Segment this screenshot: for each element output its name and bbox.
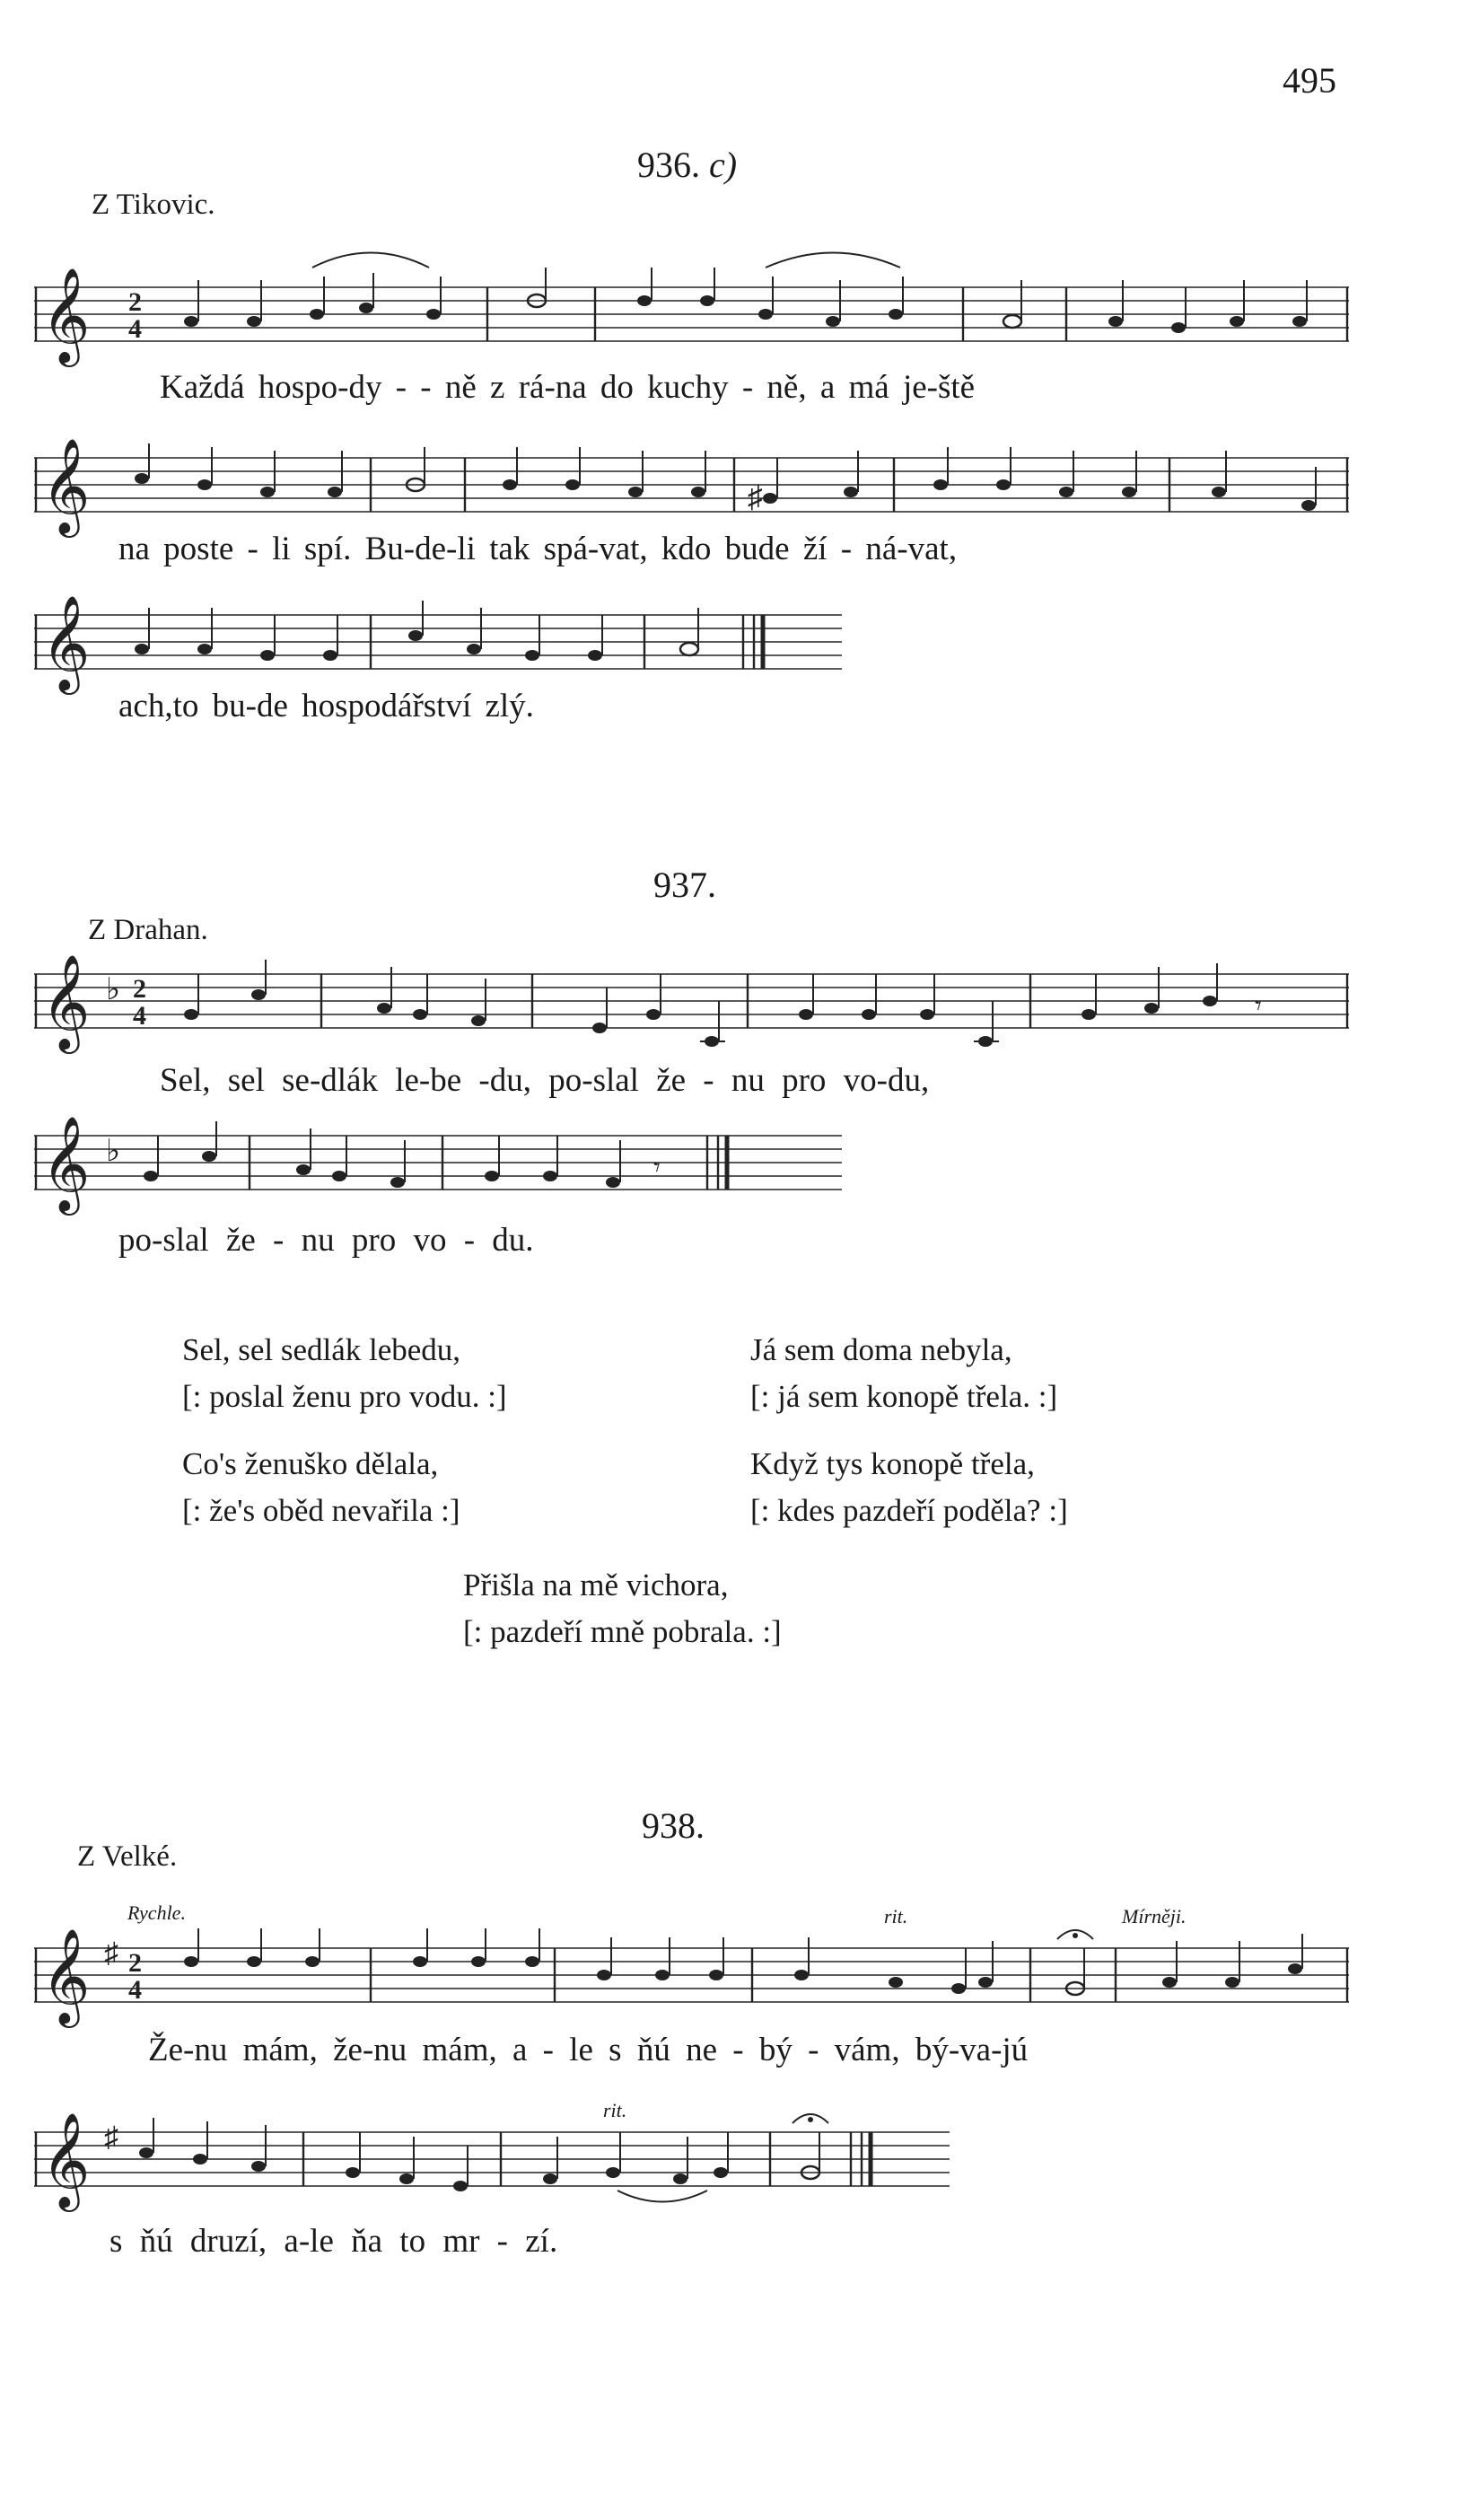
treble-clef-icon: 𝄞 [41,2112,91,2208]
verse-stanza [182,1327,507,1420]
tempo-mark: rit. [884,1905,908,1927]
song-number [637,144,737,186]
music-staff [34,431,1349,533]
verse-line: [: kdes pazdeří poděla? :] [750,1493,1068,1528]
lyrics-line: na poste - li spí. Bu-de-li tak spá-vat, kdo bude ží - ná-vat, [118,531,958,567]
lyrics-line: po-slal že - nu pro vo - du. [118,1222,534,1259]
lyrics-line: Sel, sel se-dlák le-be -du, po-slal že - nu pro vo-du, [160,1062,930,1099]
treble-clef-icon: 𝄞 [41,1927,91,2024]
treble-clef-icon: 𝄞 [41,267,91,363]
time-signature-bottom: 4 [133,1001,146,1031]
verse-line: [: že's oběd nevařila :] [182,1493,460,1528]
lyrics-line: ach,to bu-de hospodářství zlý. [118,688,534,724]
time-signature-top: 2 [128,287,142,317]
music-staff [34,947,1349,1064]
music-staff [34,1109,842,1211]
verse-line: Co's ženuško dělala, [182,1446,439,1481]
lyrics-line: s ňú druzí, a-le ňa to mr - zí. [109,2223,558,2260]
flat-icon: ♭ [106,973,121,1006]
tempo-mark: rit. [603,2099,627,2121]
song-number-value: 936. [637,145,700,185]
treble-clef-icon: 𝄞 [41,953,91,1049]
eighth-rest-icon: 𝄾 [1255,991,1262,1021]
flat-icon: ♭ [106,1135,121,1168]
tempo-mark: Rychle. [127,1901,186,1924]
verse-line: Já sem doma nebyla, [750,1332,1012,1367]
verse-stanza [182,1441,460,1534]
time-signature-bottom: 4 [128,1975,142,2005]
eighth-rest-icon: 𝄾 [653,1153,661,1182]
sharp-icon: ♯ [748,481,763,514]
music-staff [34,2105,950,2213]
verse-line: [: poslal ženu pro vodu. :] [182,1379,507,1414]
verse-line: [: pazdeří mně pobrala. :] [463,1614,782,1649]
song-number-suffix: c) [709,145,738,185]
music-staff [34,588,842,690]
verse-line: Přišla na mě vichora, [463,1567,729,1602]
verse-line: Když tys konopě třela, [750,1446,1035,1481]
tempo-mark: Mírněji. [1122,1905,1187,1927]
music-staff [34,1921,1349,2024]
song-origin: Z Drahan. [88,914,208,946]
time-signature-top: 2 [133,974,146,1004]
verse-line: Sel, sel sedlák lebedu, [182,1332,461,1367]
song-number: 937. [653,865,716,905]
treble-clef-icon: 𝄞 [41,437,91,533]
lyrics-line: Že-nu mám, že-nu mám, a - le s ňú ne - bý - vám, bý-va-jú [148,2032,1029,2068]
music-staff [34,260,1349,363]
treble-clef-icon: 𝄞 [41,594,91,690]
verse-stanza [750,1327,1057,1420]
verse-stanza [463,1562,782,1655]
page-number: 495 [1283,60,1336,101]
verse-line: [: já sem konopě třela. :] [750,1379,1058,1414]
song-number: 938. [642,1805,705,1846]
sharp-icon: ♯ [104,2120,118,2153]
sharp-icon: ♯ [104,1936,118,1969]
song-origin: Z Tikovic. [92,189,215,221]
song-origin: Z Velké. [77,1840,178,1873]
verse-stanza [750,1441,1068,1534]
time-signature-bottom: 4 [128,314,142,344]
time-signature-top: 2 [128,1948,142,1978]
lyrics-line: Každá hospo-dy - - ně z rá-na do kuchy - ně, a má je-ště [160,369,976,406]
treble-clef-icon: 𝄞 [41,1115,91,1211]
